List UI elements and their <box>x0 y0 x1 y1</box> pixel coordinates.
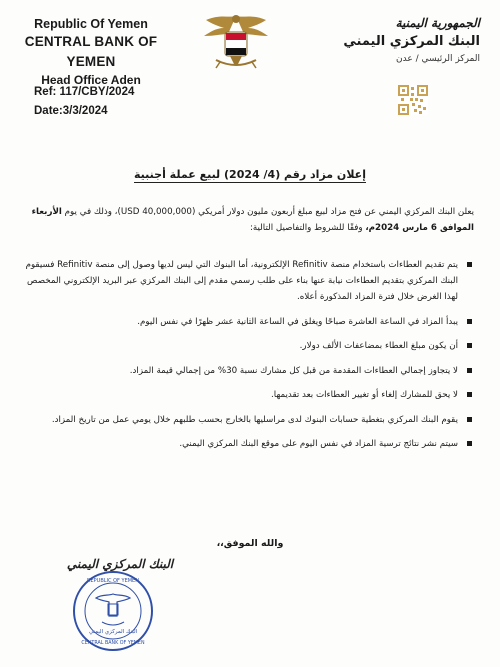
qr-code-icon <box>398 85 428 115</box>
list-item-text: لا يتجاوز إجمالي العطاءات المقدمة من قبل كل مشارك نسبة 30% من إجمالي قيمة المزاد. <box>129 365 458 376</box>
header-bank-name-ar: البنك المركزي اليمني <box>343 34 480 49</box>
list-item-text: يقوم البنك المركزي بتغطية حسابات البنوك لدى مراسليها بالخارج بحسب طلبهم خلال يومي عمل من تاريخ المزاد. <box>51 414 458 425</box>
conditions-list <box>22 257 474 461</box>
reference-block <box>34 83 134 121</box>
emblem-icon <box>198 10 274 72</box>
bullet-square-icon <box>467 417 472 422</box>
intro-part2: وفقًا للشروط والتفاصيل التالية: <box>249 222 366 233</box>
list-item <box>22 257 474 305</box>
list-item <box>22 314 474 330</box>
bullet-square-icon <box>467 392 472 397</box>
intro-date: الأربعاء الموافق 6 مارس 2024م، <box>31 207 474 233</box>
intro-paragraph <box>22 205 474 236</box>
list-item <box>22 436 474 452</box>
reference-number: Ref: 117/CBY/2024 <box>34 86 135 98</box>
list-item-text: سيتم نشر نتائج ترسية المزاد في نفس اليوم على موقع البنك المركزي اليمني. <box>179 439 458 449</box>
list-item <box>22 387 474 403</box>
bullet-square-icon <box>467 343 472 348</box>
header-arabic-block <box>340 14 480 66</box>
closing-text: والله الموفق،، <box>216 538 284 549</box>
signature-text: البنك المركزي اليمني <box>66 557 174 571</box>
header-country-ar: الجمهورية اليمنية <box>395 16 480 30</box>
list-item-text: يبدأ المزاد في الساعة العاشرة صباحًا ويغلق في الساعة الثانية عشر ظهرًا في نفس اليوم. <box>137 316 458 327</box>
reference-date: Date:3/3/2024 <box>34 105 108 117</box>
header-country: Republic Of Yemen <box>34 17 148 31</box>
list-item <box>22 412 474 428</box>
header-office-ar: المركز الرئيسي / عدن <box>396 54 480 64</box>
bullet-square-icon <box>467 441 472 446</box>
stamp-top-text: REPUBLIC OF YEMEN <box>87 578 139 584</box>
bullet-square-icon <box>467 262 472 267</box>
intro-part1: يعلن البنك المركزي اليمني عن فتح مزاد لبيع مبلغ أربعون مليون دولار أمريكي (40,000,000 USD)، وذلك في يوم <box>64 207 474 217</box>
announcement-title-text: إعلان مزاد رقم (4/ 2024) لبيع عملة أجنبية <box>134 168 366 181</box>
bullet-square-icon <box>467 368 472 373</box>
announcement-title <box>60 168 440 181</box>
stamp-english-text: CENTRAL BANK OF YEMEN <box>81 641 145 646</box>
header-bank-name: CENTRAL BANK OF YEMEN <box>24 34 158 69</box>
header-office: Head Office Aden <box>41 73 141 87</box>
bullet-square-icon <box>467 319 472 324</box>
list-item <box>22 363 474 379</box>
header-english-block <box>6 16 176 88</box>
list-item-text: لا يحق للمشارك إلغاء أو تغيير العطاءات بعد تقديمها. <box>271 390 458 400</box>
list-item <box>22 338 474 354</box>
stamp-arabic-text: البنك المركزي اليمني <box>88 629 138 635</box>
official-stamp-icon <box>72 570 154 652</box>
list-item-text: يتم تقديم العطاءات باستخدام منصة Refinitiv الإلكترونية، أما البنوك التي ليس لديها وصول إلى منصة Refinitiv فسيقوم البنك المركزي بتقديم العطاءات نيابة عنها بناء على طلب رسمي مقدم إلى البنك المركزي عبر البريد الإلكتروني المخصص لهذا الغرض خلال فترة المزاد المذكورة أعلاه. <box>25 260 458 302</box>
list-item-text: أن يكون مبلغ العطاء بمضاعفات الألف دولار. <box>299 341 458 351</box>
